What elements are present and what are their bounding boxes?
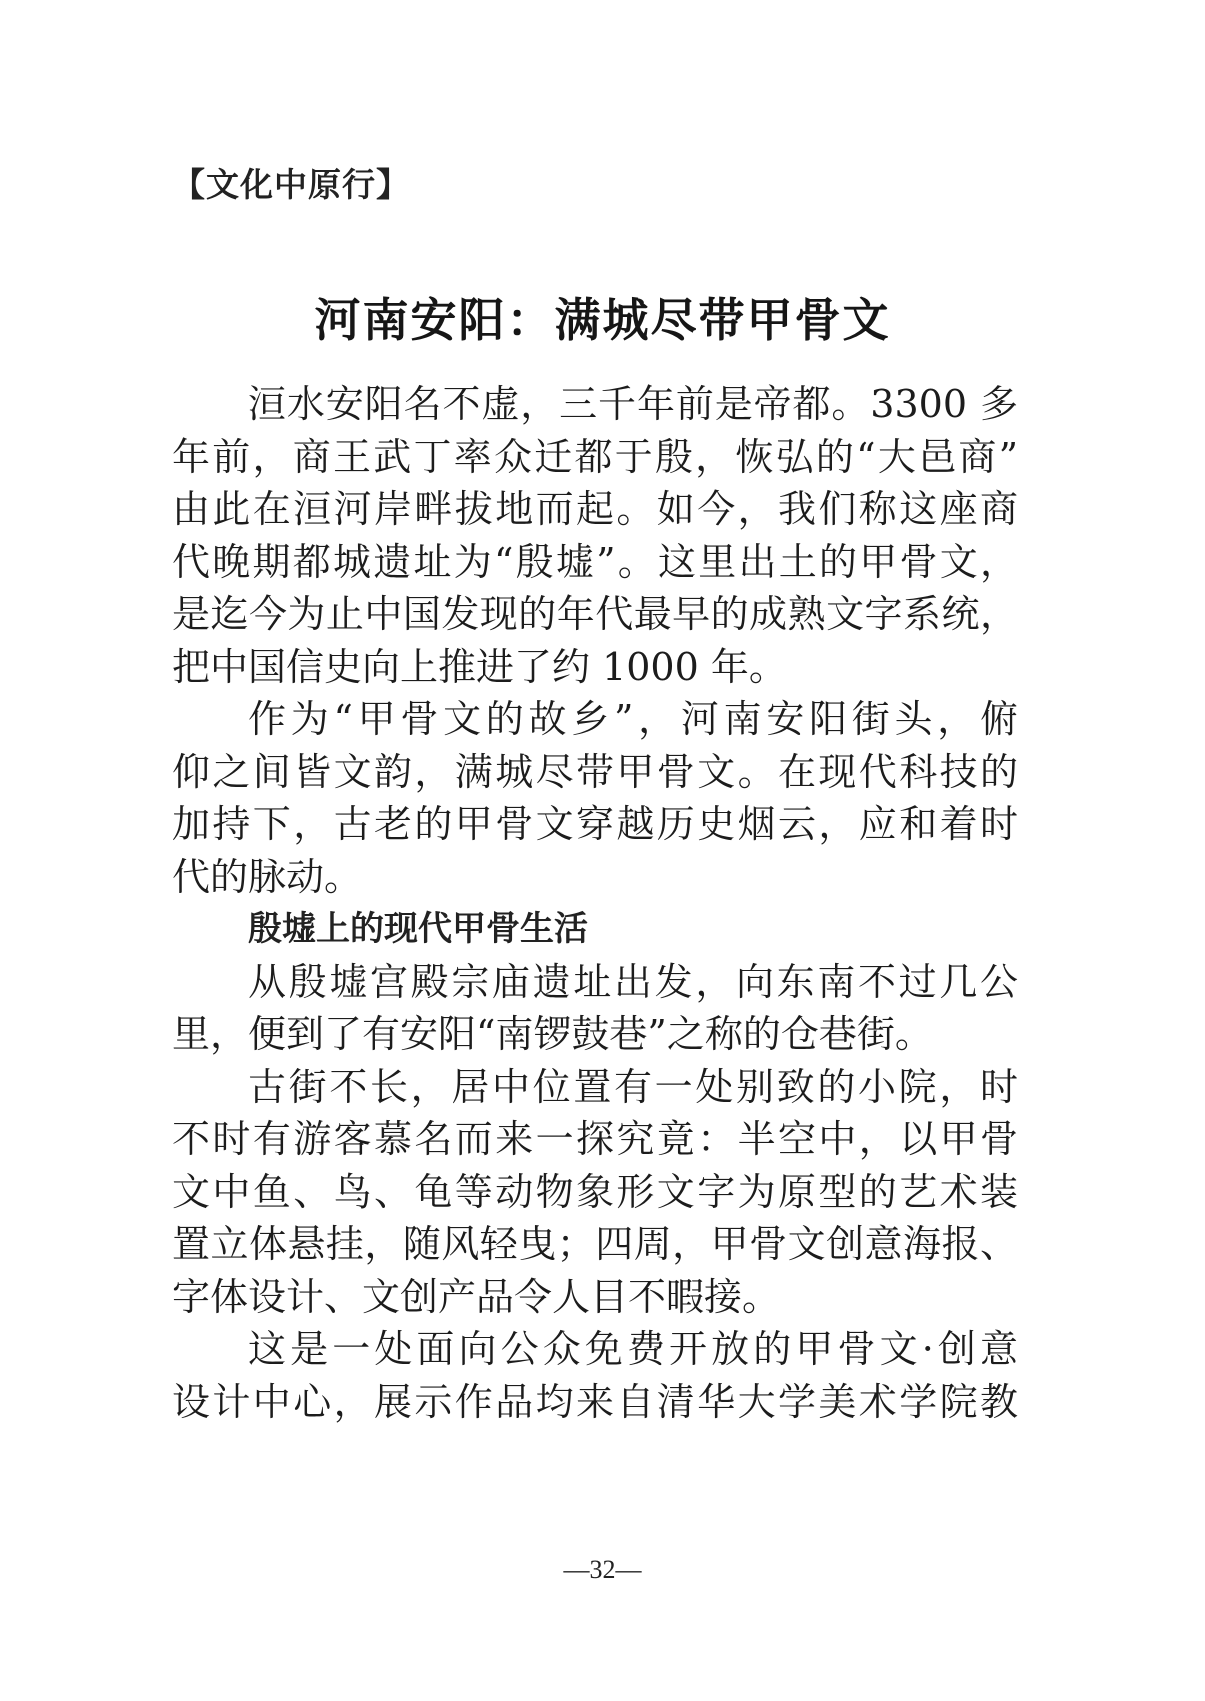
- body-line: 代的脉动。: [172, 854, 363, 899]
- body-line: 作为“甲骨文的故乡”，河南安阳街头，俯: [248, 697, 1018, 741]
- body-line: 不时有游客慕名而来一探究竟：半空中，以甲骨: [172, 1117, 1018, 1161]
- body-line: 古街不长，居中位置有一处别致的小院，时: [248, 1064, 1018, 1109]
- body-line: 由此在洹河岸畔拔地而起。如今，我们称这座商: [172, 487, 1018, 531]
- article-body: [172, 378, 1018, 1428]
- body-line: 是迄今为止中国发现的年代最早的成熟文字系统，: [172, 592, 1018, 636]
- body-line: 代晚期都城遗址为“殷墟”。这里出土的甲骨文，: [172, 539, 1018, 584]
- body-line: 加持下，古老的甲骨文穿越历史烟云，应和着时: [172, 802, 1018, 846]
- body-line: 文中鱼、鸟、龟等动物象形文字为原型的艺术装: [172, 1169, 1018, 1214]
- page-number: —32—: [563, 1555, 642, 1584]
- body-line: 年前，商王武丁率众迁都于殷，恢弘的“大邑商”: [172, 434, 1018, 479]
- body-line: 仰之间皆文韵，满城尽带甲骨文。在现代科技的: [172, 749, 1018, 794]
- column-tag: 【文化中原行】: [172, 165, 410, 204]
- body-line: 从殷墟宫殿宗庙遗址出发，向东南不过几公: [248, 959, 1018, 1004]
- body-line: 这是一处面向公众免费开放的甲骨文·创意: [248, 1327, 1018, 1371]
- body-line: 洹水安阳名不虚，三千年前是帝都。3300 多: [248, 382, 1018, 426]
- body-line: 字体设计、文创产品令人目不暇接。: [172, 1274, 781, 1319]
- section-heading: 殷墟上的现代甲骨生活: [248, 909, 588, 949]
- body-line: 把中国信史向上推进了约 1000 年。: [172, 644, 787, 689]
- body-line: 设计中心，展示作品均来自清华大学美术学院教: [172, 1379, 1018, 1424]
- body-line: 里，便到了有安阳“南锣鼓巷”之称的仓巷街。: [172, 1012, 933, 1056]
- body-line: 置立体悬挂，随风轻曳；四周，甲骨文创意海报、: [172, 1222, 1018, 1266]
- article-title: 河南安阳：满城尽带甲骨文: [314, 293, 891, 347]
